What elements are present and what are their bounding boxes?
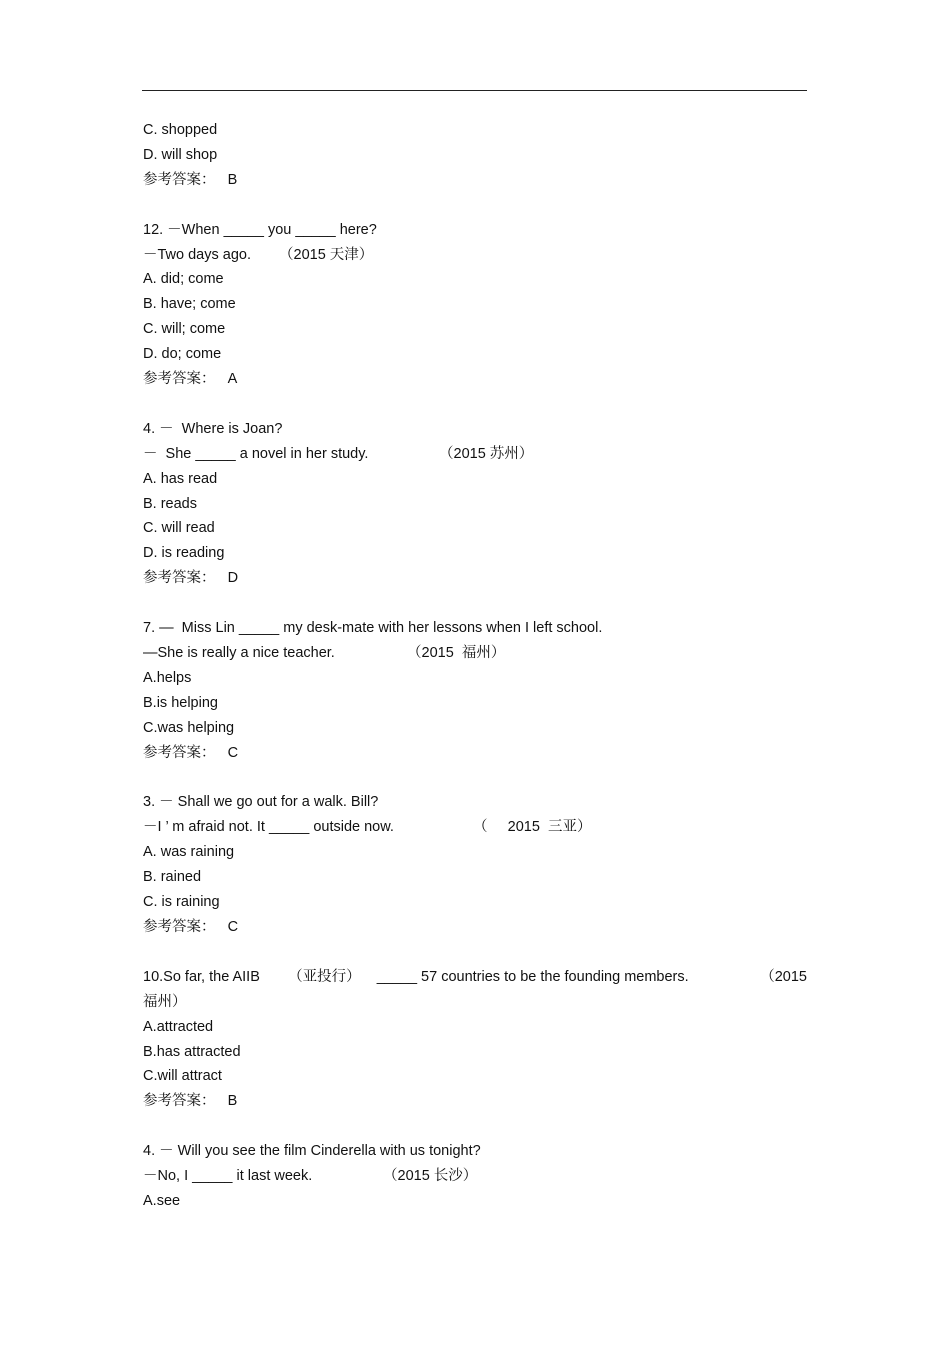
option-d: D. will shop bbox=[143, 146, 218, 163]
option-a: A. was raining bbox=[143, 844, 235, 861]
option-a: A.see bbox=[143, 1192, 181, 1209]
question-3 bbox=[143, 790, 807, 939]
answer-key: 参考答案： C bbox=[143, 744, 239, 761]
option-c: C.will attract bbox=[143, 1068, 222, 1085]
reply-text: —She is really a nice teacher. bbox=[143, 645, 335, 662]
option-b: B. rained bbox=[143, 869, 202, 886]
reply-text: － She _____ a novel in her study. bbox=[143, 445, 369, 462]
answer-key: 参考答案： A bbox=[143, 371, 238, 388]
reply-text: －I ’ m afraid not. It _____ outside now. bbox=[143, 819, 394, 836]
answer-key: 参考答案： D bbox=[143, 570, 239, 587]
question-continuation bbox=[143, 118, 807, 193]
question-text: 3. － Shall we go out for a walk. Bill? bbox=[143, 794, 379, 811]
question-source-start: （2015 bbox=[760, 968, 807, 985]
question-text: 10.So far, the AIIB （亚投行） _____ 57 countries to be the founding members. bbox=[143, 968, 689, 985]
option-d: D. do; come bbox=[143, 346, 222, 363]
option-c: C. will; come bbox=[143, 321, 226, 338]
question-source-end: 福州） bbox=[143, 993, 187, 1010]
option-b: B.is helping bbox=[143, 694, 218, 711]
question-source: （2015 福州） bbox=[407, 645, 506, 662]
question-10 bbox=[143, 965, 807, 1114]
question-reply bbox=[143, 815, 807, 840]
option-b: B. reads bbox=[143, 495, 197, 512]
option-c: C. shopped bbox=[143, 122, 218, 138]
question-source: （2015 长沙） bbox=[383, 1168, 478, 1185]
answer-key: 参考答案： B bbox=[143, 171, 238, 188]
option-c: C.was helping bbox=[143, 719, 235, 736]
option-c: C. is raining bbox=[143, 894, 220, 911]
answer-key: 参考答案： B bbox=[143, 1093, 238, 1110]
question-source: （2015 天津） bbox=[279, 246, 374, 263]
question-text: 4. － Will you see the film Cinderella with us tonight? bbox=[143, 1143, 481, 1160]
question-reply bbox=[143, 1164, 807, 1189]
reply-text: －Two days ago. bbox=[143, 246, 251, 263]
option-a: A. has read bbox=[143, 470, 218, 487]
question-reply bbox=[143, 243, 807, 268]
question-source: （ 2015 三亚） bbox=[473, 819, 592, 836]
option-d: D. is reading bbox=[143, 545, 225, 562]
answer-key: 参考答案： C bbox=[143, 918, 239, 935]
question-4b bbox=[143, 1139, 807, 1214]
header-rule bbox=[142, 90, 807, 91]
reply-text: －No, I _____ it last week. bbox=[143, 1168, 313, 1185]
option-b: B.has attracted bbox=[143, 1043, 241, 1060]
question-12 bbox=[143, 218, 807, 392]
option-a: A.helps bbox=[143, 669, 192, 686]
option-b: B. have; come bbox=[143, 296, 236, 313]
option-c: C. will read bbox=[143, 520, 215, 537]
question-text: 7. — Miss Lin _____ my desk-mate with her lessons when I left school. bbox=[143, 620, 603, 637]
question-4a bbox=[143, 417, 807, 591]
option-a: A. did; come bbox=[143, 271, 224, 288]
question-text: 4. － Where is Joan? bbox=[143, 420, 283, 437]
option-a: A.attracted bbox=[143, 1018, 214, 1035]
page-content bbox=[143, 118, 807, 1239]
question-text: 12. －When _____ you _____ here? bbox=[143, 221, 377, 238]
question-reply bbox=[143, 641, 807, 666]
question-source: （2015 苏州） bbox=[439, 445, 534, 462]
question-reply bbox=[143, 442, 807, 467]
question-text-row bbox=[143, 965, 807, 990]
question-7 bbox=[143, 616, 807, 765]
